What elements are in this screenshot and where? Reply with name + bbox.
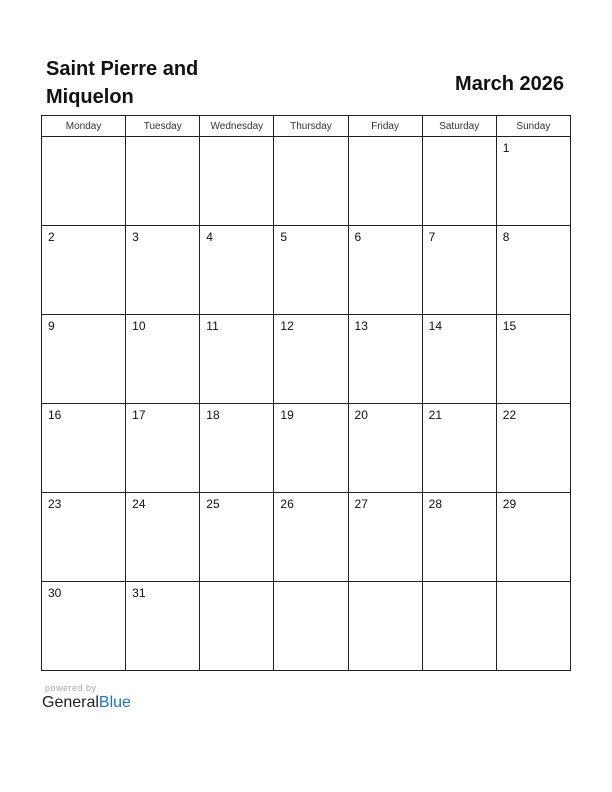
day-number (423, 137, 496, 141)
day-number: 15 (502, 319, 517, 333)
day-cell (126, 226, 200, 315)
day-cell (274, 226, 348, 315)
weekday-header-row (42, 116, 571, 137)
day-cell (42, 137, 126, 226)
day-cell (126, 493, 200, 582)
day-cell (126, 315, 200, 404)
day-cell (496, 226, 570, 315)
weekday-sunday: Sunday (496, 116, 570, 137)
day-cell (348, 226, 422, 315)
day-cell (422, 137, 496, 226)
day-number (274, 582, 347, 586)
day-number (349, 137, 422, 141)
day-cell (42, 582, 126, 671)
day-number: 18 (206, 408, 220, 422)
weekday-wednesday: Wednesday (200, 116, 274, 137)
day-number (349, 582, 422, 586)
day-number: 11 (206, 319, 219, 333)
day-cell (348, 315, 422, 404)
day-cell (42, 493, 126, 582)
week-row (42, 493, 571, 582)
day-number: 4 (206, 230, 213, 244)
day-number: 22 (502, 408, 517, 422)
day-cell (42, 404, 126, 493)
day-number (126, 137, 199, 141)
day-number (274, 137, 347, 141)
day-cell (274, 137, 348, 226)
day-number: 6 (354, 230, 362, 244)
logo-general-text: General (42, 694, 99, 711)
day-number: 29 (502, 497, 517, 511)
month-title: March 2026 (455, 73, 564, 95)
day-cell (200, 226, 274, 315)
day-number (423, 582, 496, 586)
day-cell (496, 137, 570, 226)
day-cell (274, 315, 348, 404)
day-cell (422, 226, 496, 315)
day-cell (126, 404, 200, 493)
day-cell (200, 493, 274, 582)
day-number: 24 (132, 497, 146, 511)
day-number: 28 (428, 497, 443, 511)
day-number: 17 (132, 408, 146, 422)
week-row (42, 137, 571, 226)
day-cell (348, 582, 422, 671)
weekday-tuesday: Tuesday (126, 116, 200, 137)
day-cell (496, 582, 570, 671)
logo-blue-text: Blue (98, 694, 131, 711)
day-number: 2 (48, 230, 55, 244)
day-number: 9 (48, 319, 55, 333)
day-cell (126, 137, 200, 226)
day-number: 30 (48, 586, 62, 600)
day-cell (496, 315, 570, 404)
day-cell (348, 404, 422, 493)
day-number: 10 (132, 319, 146, 333)
day-number: 23 (48, 497, 62, 511)
day-cell (200, 582, 274, 671)
day-cell (200, 404, 274, 493)
day-number (200, 137, 273, 141)
day-number (42, 137, 125, 141)
weekday-monday: Monday (42, 116, 126, 137)
day-number: 20 (354, 408, 368, 422)
country-title: Saint Pierre and Miquelon (46, 58, 199, 108)
day-cell (274, 404, 348, 493)
day-cell (422, 404, 496, 493)
day-number: 12 (280, 319, 294, 333)
day-number: 1 (502, 141, 510, 155)
day-number: 5 (280, 230, 288, 244)
day-cell (422, 493, 496, 582)
day-number: 19 (280, 408, 294, 422)
powered-by-text: powered by (45, 683, 97, 693)
day-number: 8 (502, 230, 510, 244)
day-cell (496, 493, 570, 582)
weekday-saturday: Saturday (422, 116, 496, 137)
day-number: 7 (428, 230, 436, 244)
week-row (42, 582, 571, 671)
week-row (42, 315, 571, 404)
day-cell (274, 582, 348, 671)
day-cell (348, 493, 422, 582)
day-cell (274, 493, 348, 582)
weekday-thursday: Thursday (274, 116, 348, 137)
day-cell (42, 315, 126, 404)
day-number (497, 582, 570, 586)
day-number: 3 (132, 230, 139, 244)
day-number: 21 (428, 408, 443, 422)
day-cell (422, 315, 496, 404)
day-cell (348, 137, 422, 226)
day-cell (422, 582, 496, 671)
day-number: 27 (354, 497, 368, 511)
generalblue-logo[interactable] (42, 694, 131, 712)
day-number: 14 (428, 319, 443, 333)
day-cell (42, 226, 126, 315)
week-row (42, 226, 571, 315)
day-number: 13 (354, 319, 368, 333)
day-cell (496, 404, 570, 493)
day-cell (126, 582, 200, 671)
day-number: 16 (48, 408, 62, 422)
brand-footer (42, 683, 131, 712)
day-cell (200, 315, 274, 404)
week-row (42, 404, 571, 493)
day-number: 25 (206, 497, 220, 511)
calendar-grid (41, 115, 571, 671)
day-number: 31 (132, 586, 146, 600)
day-number (200, 582, 273, 586)
weekday-friday: Friday (348, 116, 422, 137)
day-cell (200, 137, 274, 226)
day-number: 26 (280, 497, 294, 511)
